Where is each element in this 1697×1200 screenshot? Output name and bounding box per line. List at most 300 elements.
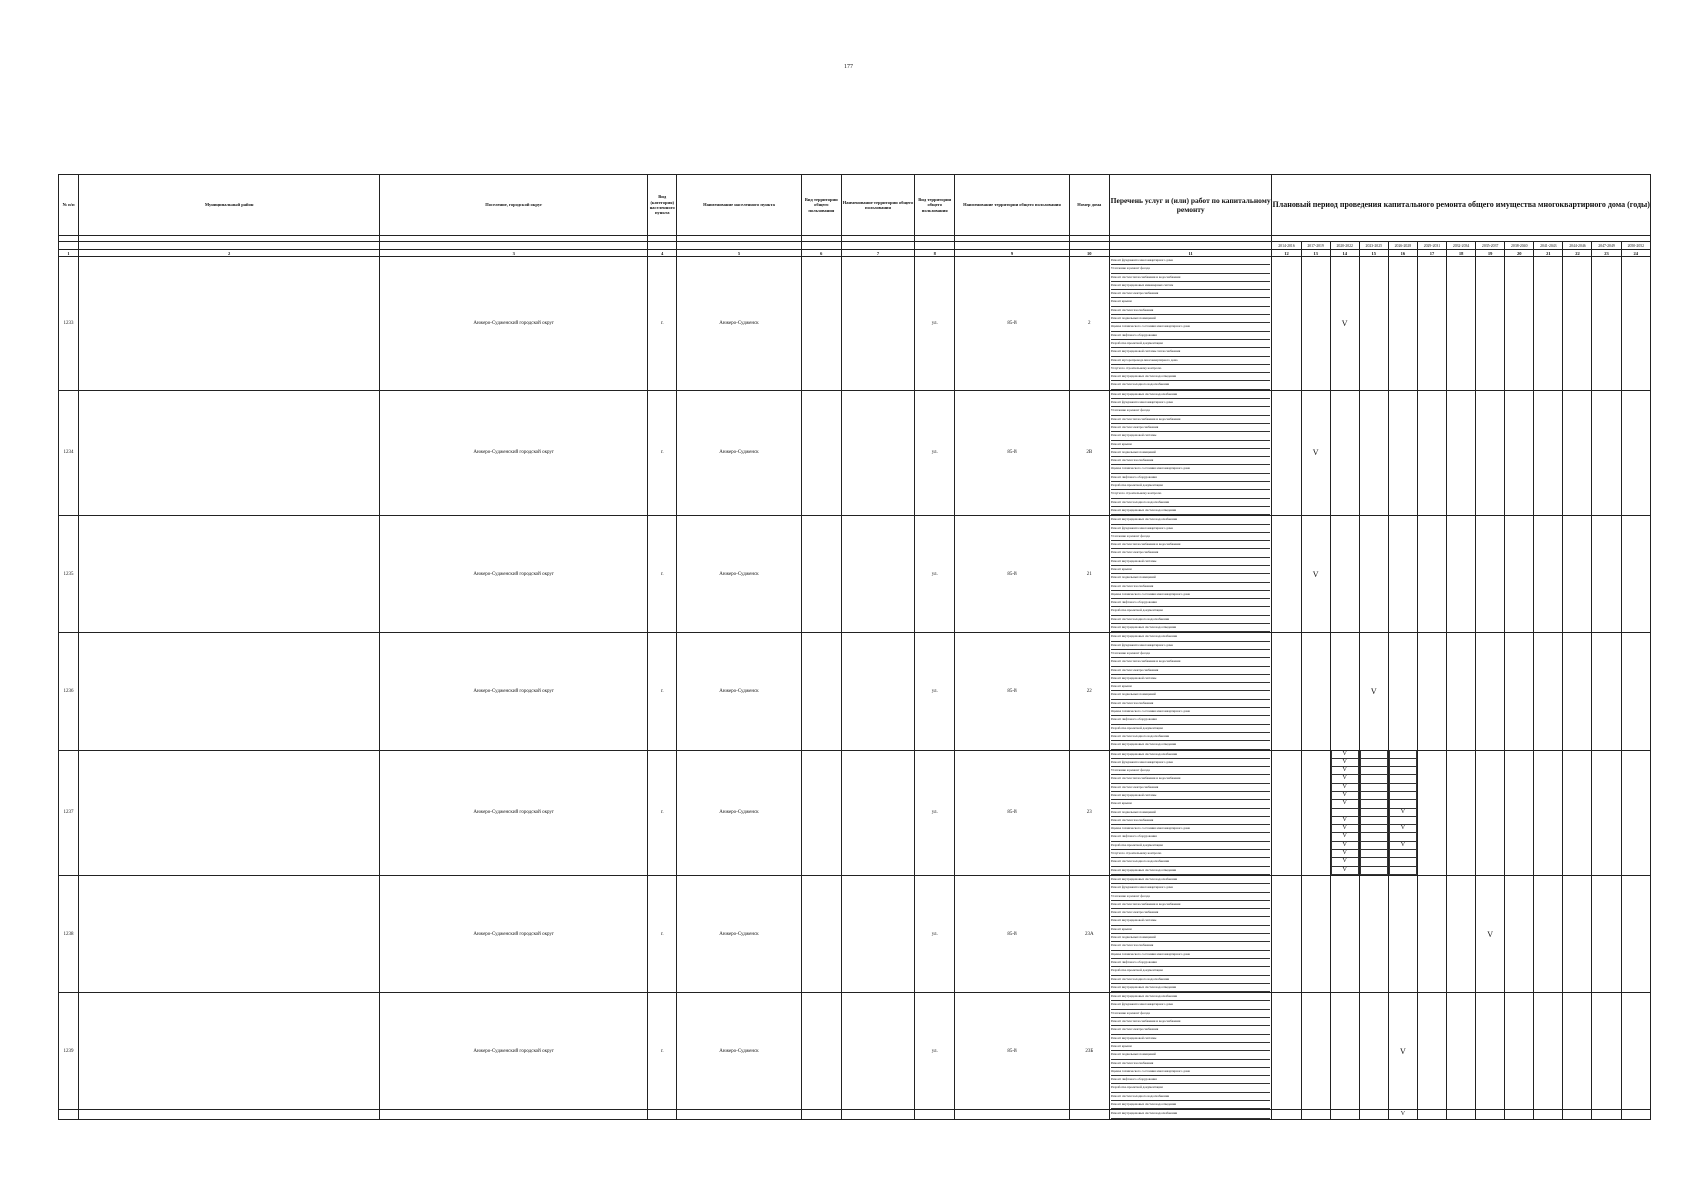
year-cell [1563, 750, 1592, 875]
year-cell [1505, 993, 1534, 1110]
table-row [59, 750, 1651, 875]
work-item: Ремонт мусоропровода многоквартирного дома [1111, 357, 1271, 365]
years-row [59, 242, 1651, 250]
column-number: 6 [801, 250, 841, 257]
partial-cell [1534, 1110, 1563, 1119]
work-year-mark: V [1331, 800, 1359, 808]
partial-cell [1069, 1110, 1109, 1119]
work-year-mark [1360, 858, 1388, 866]
column-number: 17 [1417, 250, 1446, 257]
column-number: 13 [1301, 250, 1330, 257]
work-item: Ремонт внутридомовых систем водоснабжения [1111, 516, 1271, 524]
year-cell [1592, 516, 1621, 633]
partial-cell [1330, 1110, 1359, 1119]
work-item: Утепление и ремонт фасада [1111, 265, 1271, 273]
column-number: 9 [955, 250, 1069, 257]
district-cell [79, 633, 380, 750]
locality-name-cell: Анжеро-Судженск [677, 633, 801, 750]
year-cell [1592, 390, 1621, 515]
work-item: Ремонт систем газоснабжения [1111, 583, 1271, 591]
work-year-mark [1389, 775, 1417, 783]
work-item: Ремонт внутридомовых систем водоотведения [1111, 624, 1271, 632]
year-cell [1592, 750, 1621, 875]
work-item: Ремонт систем электроснабжения [1111, 424, 1271, 432]
year-cell [1330, 993, 1359, 1110]
year-cell [1447, 390, 1476, 515]
year-cell [1272, 875, 1301, 992]
work-item: Ремонт внутридомовых инженерных систем [1111, 282, 1271, 290]
year-cell [1447, 750, 1476, 875]
year-cell [1330, 633, 1359, 750]
partial-cell [801, 1110, 841, 1119]
house-cell: 22 [1069, 633, 1109, 750]
work-item: Ремонт систем теплоснабжения и водоснабжения [1111, 274, 1271, 282]
year-cell [1476, 257, 1505, 391]
year-cell [1447, 993, 1476, 1110]
work-year-mark [1331, 809, 1359, 817]
work-item: Ремонт систем теплоснабжения и водоснабжения [1111, 775, 1271, 783]
year-cell [1534, 993, 1563, 1110]
partial-cell [915, 1110, 955, 1119]
year-cell [1621, 257, 1650, 391]
work-year-mark: V [1331, 850, 1359, 858]
territory-type-cell [801, 633, 841, 750]
house-cell: 23 [1069, 750, 1109, 875]
year-period: 2014-2016 [1272, 242, 1301, 250]
work-item: Ремонт систем электроснабжения [1111, 667, 1271, 675]
partial-cell [380, 1110, 648, 1119]
table-row [59, 993, 1651, 1110]
work-item: Услуги по строительному контролю [1111, 490, 1271, 498]
year-cell [1272, 993, 1301, 1110]
year-cell [1592, 633, 1621, 750]
column-number: 16 [1388, 250, 1417, 257]
work-year-mark: V [1331, 833, 1359, 841]
work-year-mark [1360, 775, 1388, 783]
work-item: Ремонт систем электроснабжения [1111, 1026, 1271, 1034]
year-cell [1417, 993, 1446, 1110]
work-item: Ремонт внутридомовых систем водоснабжения [1111, 876, 1271, 884]
work-item: Ремонт подвальных помещений [1111, 934, 1271, 942]
year-period: 2032-2034 [1447, 242, 1476, 250]
year-cell [1301, 993, 1330, 1110]
locality-type-cell: г. [648, 516, 677, 633]
partial-cell [1272, 1110, 1301, 1119]
work-year-mark [1360, 867, 1388, 875]
territory-name-cell [841, 633, 914, 750]
work-item: Ремонт лифтового оборудования [1111, 332, 1271, 340]
district-cell [79, 993, 380, 1110]
work-item: Ремонт крыши [1111, 298, 1271, 306]
year-period: 2026-2028 [1388, 242, 1417, 250]
table-row [59, 633, 1651, 750]
partial-cell [59, 1110, 79, 1119]
work-item: Ремонт внутридомовых систем водоснабжения [1111, 993, 1271, 1001]
year-cell [1417, 390, 1446, 515]
work-item: Ремонт систем газоснабжения [1111, 817, 1271, 825]
work-item: Ремонт внутридомовой системы теплоснабжения [1111, 348, 1271, 356]
work-item: Ремонт внутридомовой системы [1111, 917, 1271, 925]
locality-type-cell: г. [648, 750, 677, 875]
year-cell [1301, 750, 1330, 875]
territory-name-cell [841, 875, 914, 992]
year-cell [1359, 993, 1388, 1110]
territory-type-cell [801, 993, 841, 1110]
house-cell: 2 [1069, 257, 1109, 391]
year-period: 2017-2019 [1301, 242, 1330, 250]
territory-name-cell [841, 993, 914, 1110]
header-district: Муниципальный район [79, 175, 380, 236]
work-item: Утепление и ремонт фасада [1111, 533, 1271, 541]
work-item: Ремонт крыши [1111, 1043, 1271, 1051]
partial-cell [1563, 1110, 1592, 1119]
settlement-cell: Анжеро-Судженский городской округ [380, 750, 648, 875]
partial-cell [955, 1110, 1069, 1119]
header-house: Номер дома [1069, 175, 1109, 236]
row-number: 1237 [59, 750, 79, 875]
work-year-mark [1389, 867, 1417, 875]
table-row [59, 390, 1651, 515]
work-year-mark: V [1331, 817, 1359, 825]
year-cell [1301, 633, 1330, 750]
header-street-name: Наименование территории общего пользования [955, 175, 1069, 236]
column-number: 14 [1330, 250, 1359, 257]
year-cell [1359, 257, 1388, 391]
check-mark: V [1330, 257, 1359, 391]
street-name-cell: 85-й [955, 257, 1069, 391]
year-cell [1563, 390, 1592, 515]
work-item: Ремонт внутридомовых систем водоотведения [1111, 1101, 1271, 1109]
territory-type-cell [801, 390, 841, 515]
column-numbers-row [59, 250, 1651, 257]
year-cell [1330, 750, 1359, 875]
column-number: 23 [1592, 250, 1621, 257]
table-row [59, 516, 1651, 633]
row-number: 1238 [59, 875, 79, 992]
year-cell [1505, 750, 1534, 875]
partial-cell [1109, 1110, 1272, 1119]
work-item: Ремонт крыши [1111, 800, 1271, 808]
work-item: Ремонт систем электроснабжения [1111, 784, 1271, 792]
year-cell [1563, 875, 1592, 992]
works-list [1109, 633, 1272, 750]
year-period: 2023-2025 [1359, 242, 1388, 250]
year-cell [1563, 633, 1592, 750]
territory-type-cell [801, 875, 841, 992]
year-cell [1621, 750, 1650, 875]
street-name-cell: 85-й [955, 390, 1069, 515]
year-cell [1476, 993, 1505, 1110]
row-number: 1236 [59, 633, 79, 750]
row-number: 1235 [59, 516, 79, 633]
year-period: 2041-2043 [1534, 242, 1563, 250]
year-period: 2029-2031 [1417, 242, 1446, 250]
year-cell [1272, 750, 1301, 875]
work-item: Разработка проектной документации [1111, 607, 1271, 615]
year-cell [1417, 633, 1446, 750]
year-cell [1534, 516, 1563, 633]
year-period: 2020-2022 [1330, 242, 1359, 250]
year-cell [1621, 390, 1650, 515]
street-name-cell: 85-й [955, 633, 1069, 750]
partial-cell [1505, 1110, 1534, 1119]
partial-cell [1476, 1110, 1505, 1119]
works-list [1109, 257, 1272, 391]
works-list [1109, 875, 1272, 992]
year-cell [1534, 633, 1563, 750]
work-year-mark: V [1331, 867, 1359, 875]
works-list [1109, 750, 1272, 875]
column-number: 7 [841, 250, 914, 257]
header-street-type: Вид территории общего пользования [915, 175, 955, 236]
work-item: Разработка проектной документации [1111, 725, 1271, 733]
year-cell [1505, 257, 1534, 391]
column-number: 11 [1109, 250, 1272, 257]
work-item: Ремонт подвальных помещений [1111, 574, 1271, 582]
settlement-cell: Анжеро-Судженский городской округ [380, 257, 648, 391]
work-item: Ремонт систем газоснабжения [1111, 307, 1271, 315]
territory-type-cell [801, 516, 841, 633]
year-cell [1592, 993, 1621, 1110]
work-year-mark: V [1389, 809, 1417, 817]
work-item: Ремонт внутридомовых систем водоснабжения [1111, 633, 1271, 641]
work-item: Ремонт внутридомовой системы [1111, 558, 1271, 566]
year-cell [1447, 875, 1476, 992]
work-year-mark [1360, 809, 1388, 817]
row-number: 1233 [59, 257, 79, 391]
year-cell [1388, 257, 1417, 391]
header-settlement: Поселение, городской округ [380, 175, 648, 236]
work-item: Оценка технического состояния многоквартирного дома [1111, 323, 1271, 331]
work-year-mark [1389, 833, 1417, 841]
column-number: 5 [677, 250, 801, 257]
year-period: 2050-2052 [1621, 242, 1650, 250]
year-cell [1417, 875, 1446, 992]
column-number: 1 [59, 250, 79, 257]
work-item: Разработка проектной документации [1111, 340, 1271, 348]
year-cell [1592, 257, 1621, 391]
settlement-cell: Анжеро-Судженский городской округ [380, 633, 648, 750]
locality-type-cell: г. [648, 875, 677, 992]
territory-name-cell [841, 750, 914, 875]
work-item: Разработка проектной документации [1111, 842, 1271, 850]
work-item: Ремонт систем теплоснабжения и водоснабжения [1111, 658, 1271, 666]
year-cell [1272, 257, 1301, 391]
street-type-cell: ул. [915, 875, 955, 992]
work-item: Ремонт внутридомовых систем водоотведения [1111, 507, 1271, 515]
work-item: Утепление и ремонт фасада [1111, 650, 1271, 658]
work-item: Ремонт внутридомовой системы [1111, 1035, 1271, 1043]
work-year-mark: V [1331, 792, 1359, 800]
year-cell [1388, 390, 1417, 515]
work-item: Ремонт подвальных помещений [1111, 315, 1271, 323]
work-year-mark [1360, 817, 1388, 825]
work-year-mark: V [1389, 825, 1417, 833]
work-item: Ремонт систем холодного водоснабжения [1111, 976, 1271, 984]
work-item: Ремонт систем холодного водоснабжения [1111, 733, 1271, 741]
street-name-cell: 85-й [955, 516, 1069, 633]
work-year-mark [1389, 858, 1417, 866]
column-number: 19 [1476, 250, 1505, 257]
work-item: Ремонт внутридомовых систем водоснабжения [1111, 751, 1271, 759]
work-item: Утепление и ремонт фасада [1111, 893, 1271, 901]
work-year-mark [1389, 792, 1417, 800]
year-cell [1417, 516, 1446, 633]
year-cell [1534, 750, 1563, 875]
check-mark: V [1388, 993, 1417, 1110]
work-item: Ремонт подвальных помещений [1111, 449, 1271, 457]
year-cell [1417, 750, 1446, 875]
year-cell [1563, 516, 1592, 633]
year-cell [1388, 516, 1417, 633]
header-territory-type: Вид территории общего пользования [801, 175, 841, 236]
year-cell [1330, 516, 1359, 633]
work-item: Ремонт подвальных помещений [1111, 809, 1271, 817]
page-number: 177 [844, 64, 853, 70]
territory-type-cell [801, 750, 841, 875]
locality-type-cell: г. [648, 257, 677, 391]
year-cell [1447, 257, 1476, 391]
work-year-mark [1389, 850, 1417, 858]
partial-cell [841, 1110, 914, 1119]
work-item: Ремонт фундамента многоквартирного дома [1111, 759, 1271, 767]
work-item: Ремонт крыши [1111, 683, 1271, 691]
work-item: Ремонт внутридомовых систем водоотведения [1111, 741, 1271, 749]
partial-cell [1592, 1110, 1621, 1119]
work-year-mark: V [1331, 825, 1359, 833]
district-cell [79, 516, 380, 633]
column-number: 4 [648, 250, 677, 257]
row-number: 1234 [59, 390, 79, 515]
header-locality-type: Вид (категория) населенного пункта [648, 175, 677, 236]
check-mark: V [1476, 875, 1505, 992]
year-cell [1330, 390, 1359, 515]
work-item: Ремонт внутридомовой системы [1111, 675, 1271, 683]
year-cell [1330, 875, 1359, 992]
column-number: 12 [1272, 250, 1301, 257]
year-cell [1621, 875, 1650, 992]
year-cell [1505, 516, 1534, 633]
work-item: Ремонт лифтового оборудования [1111, 1076, 1271, 1084]
house-cell: 23Б [1069, 993, 1109, 1110]
year-cell [1388, 633, 1417, 750]
year-cell [1359, 750, 1388, 875]
street-type-cell: ул. [915, 390, 955, 515]
work-item: Ремонт систем газоснабжения [1111, 457, 1271, 465]
year-cell [1563, 993, 1592, 1110]
street-name-cell: 85-й [955, 750, 1069, 875]
capital-repair-table [58, 174, 1651, 1120]
year-cell [1505, 633, 1534, 750]
district-cell [79, 750, 380, 875]
year-period: 2044-2046 [1563, 242, 1592, 250]
work-item: Ремонт внутридомовых систем водоотведения [1111, 867, 1271, 875]
work-item: Ремонт крыши [1111, 441, 1271, 449]
work-item: Ремонт систем холодного водоснабжения [1111, 381, 1271, 389]
work-item: Ремонт подвальных помещений [1111, 1051, 1271, 1059]
work-year-mark [1360, 842, 1388, 850]
header-territory-name: Наименование территории общего пользования [841, 175, 914, 236]
work-item: Ремонт фундамента многоквартирного дома [1111, 525, 1271, 533]
work-item: Ремонт систем теплоснабжения и водоснабжения [1111, 1018, 1271, 1026]
work-year-mark: V [1331, 775, 1359, 783]
year-cell [1534, 875, 1563, 992]
year-cell [1476, 633, 1505, 750]
house-cell: 23А [1069, 875, 1109, 992]
work-year-mark [1360, 767, 1388, 775]
work-item: Ремонт фундамента многоквартирного дома [1111, 884, 1271, 892]
year-cell [1505, 390, 1534, 515]
work-item: Ремонт систем холодного водоснабжения [1111, 1093, 1271, 1101]
column-number: 15 [1359, 250, 1388, 257]
work-item: Ремонт фундамента многоквартирного дома [1111, 399, 1271, 407]
street-name-cell: 85-й [955, 875, 1069, 992]
year-cell [1476, 390, 1505, 515]
year-cell [1534, 257, 1563, 391]
work-item: Ремонт систем электроснабжения [1111, 549, 1271, 557]
work-item: Ремонт внутридомовых систем водоснабжения [1111, 391, 1271, 399]
work-year-mark [1389, 817, 1417, 825]
work-item: Разработка проектной документации [1111, 482, 1271, 490]
work-item: Ремонт лифтового оборудования [1111, 959, 1271, 967]
territory-name-cell [841, 257, 914, 391]
work-year-mark [1360, 850, 1388, 858]
street-type-cell: ул. [915, 993, 955, 1110]
work-item: Оценка технического состояния многоквартирного дома [1111, 708, 1271, 716]
header-no: № п/п [59, 175, 79, 236]
work-item: Ремонт систем газоснабжения [1111, 942, 1271, 950]
work-item: Ремонт крыши [1111, 926, 1271, 934]
column-number: 2 [79, 250, 380, 257]
partial-cell [648, 1110, 677, 1119]
work-item: Ремонт фундамента многоквартирного дома [1111, 642, 1271, 650]
street-name-cell: 85-й [955, 993, 1069, 1110]
partial-cell [1301, 1110, 1330, 1119]
work-year-mark [1389, 767, 1417, 775]
work-item: Ремонт внутридомовых систем водоснабжения [1111, 1110, 1271, 1118]
partial-cell [79, 1110, 380, 1119]
work-item: Ремонт систем электроснабжения [1111, 290, 1271, 298]
work-item: Ремонт систем холодного водоснабжения [1111, 616, 1271, 624]
year-cell [1447, 633, 1476, 750]
work-item: Ремонт систем холодного водоснабжения [1111, 858, 1271, 866]
year-period: 2035-2037 [1476, 242, 1505, 250]
row-number: 1239 [59, 993, 79, 1110]
work-item: Ремонт лифтового оборудования [1111, 599, 1271, 607]
work-year-mark: V [1331, 751, 1359, 759]
year-cell [1359, 390, 1388, 515]
year-cell [1476, 516, 1505, 633]
work-year-mark [1389, 800, 1417, 808]
work-item: Услуги по строительному контролю [1111, 365, 1271, 373]
year-cell [1359, 516, 1388, 633]
year-cell [1592, 875, 1621, 992]
work-year-mark [1360, 833, 1388, 841]
work-year-mark [1360, 825, 1388, 833]
partial-cell [677, 1110, 801, 1119]
work-item: Ремонт лифтового оборудования [1111, 833, 1271, 841]
work-item: Утепление и ремонт фасада [1111, 407, 1271, 415]
year-cell [1388, 750, 1417, 875]
column-number: 3 [380, 250, 648, 257]
header-locality-name: Наименование населенного пункта [677, 175, 801, 236]
year-cell [1272, 633, 1301, 750]
work-item: Ремонт внутридомовых систем водоотведения [1111, 984, 1271, 992]
year-cell [1301, 875, 1330, 992]
works-list [1109, 993, 1272, 1110]
partial-cell [1359, 1110, 1388, 1119]
work-item: Оценка технического состояния многоквартирного дома [1111, 591, 1271, 599]
